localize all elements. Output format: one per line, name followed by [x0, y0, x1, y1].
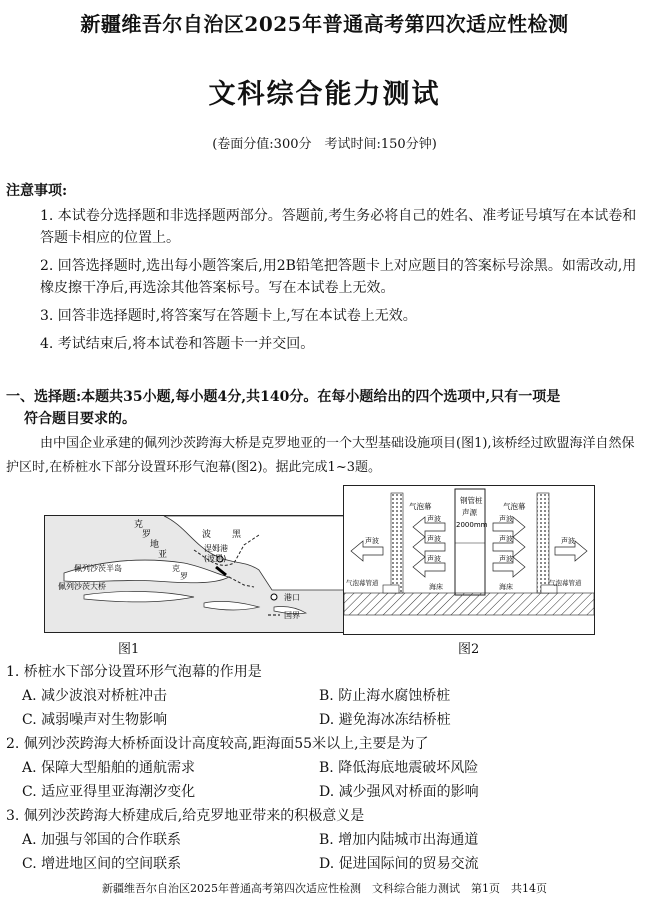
subject-title: 文科综合能力测试	[208, 79, 441, 110]
diagram-label: 气泡幕管道	[346, 579, 379, 587]
option-row	[6, 756, 642, 780]
notice-item: 2. 回答选择题时,选出每小题答案后,用2B铅笔把答题卡上对应题目的答案标号涂黑。如需改动,用橡皮擦干净后,再选涂其他答案标号。写在本试卷上无效。	[40, 258, 637, 296]
diagram-label: 2000mm	[456, 521, 488, 529]
question-intro: 由中国企业承建的佩列沙茨跨海大桥是克罗地亚的一个大型基础设施项目(图1),该桥经过欧盟海洋自然保护区时,在桥桩水下部分设置环形气泡幕(图2)。据此完成1~3题。	[6, 436, 635, 475]
question-stem: 3. 佩列沙茨跨海大桥建成后,给克罗地亚带来的积极意义是	[6, 808, 365, 824]
exam-meta: (卷面分值:300分 考试时间:150分钟)	[212, 137, 437, 152]
port-legend-icon	[271, 594, 277, 600]
option-b: B. 防止海水腐蚀桥桩	[319, 688, 451, 704]
map-label: 克	[134, 520, 144, 530]
diagram-label: 声波	[499, 515, 513, 523]
option-c: C. 增进地区间的空间联系	[22, 856, 182, 872]
option-a: A. 加强与邻国的合作联系	[22, 832, 182, 848]
map-label: 黑	[232, 530, 242, 540]
diagram-label: 气泡幕	[409, 502, 432, 511]
diagram-label: 声波	[427, 535, 441, 543]
notice-item: 4. 考试结束后,将本试卷和答题卡一并交回。	[40, 336, 315, 352]
notice-item: 1. 本试卷分选择题和非选择题两部分。答题前,考生务必将自己的姓名、准考证号填写在本试卷和答题卡相应的位置上。	[40, 208, 637, 246]
figure1-map	[44, 515, 349, 633]
question-stem: 1. 桥桩水下部分设置环形气泡幕的作用是	[6, 664, 262, 680]
map-label: 亚	[158, 550, 168, 560]
figure1-caption: 图1	[118, 642, 140, 657]
option-row	[6, 708, 642, 732]
section-heading-line: 一、选择题:本题共35小题,每小题4分,共140分。在每小题给出的四个选项中,只有一项是	[6, 389, 561, 405]
question-list	[6, 660, 642, 876]
figure2-caption: 图2	[458, 642, 480, 657]
diagram-label: 声波	[365, 537, 379, 545]
map-label: (波黑)	[204, 554, 227, 563]
diagram-label: 钢管桩	[460, 496, 483, 505]
diagram-label: 海床	[429, 583, 443, 591]
map-label: 克	[172, 564, 180, 573]
diagram-label: 气泡幕	[503, 502, 526, 511]
map-label: 波	[202, 530, 212, 540]
figure2-diagram	[343, 485, 595, 635]
map-label: 佩列沙茨大桥	[58, 582, 106, 591]
option-a: A. 保障大型船舶的通航需求	[22, 760, 196, 776]
option-row	[6, 852, 642, 876]
option-b: B. 降低海底地震破坏风险	[319, 760, 479, 776]
option-d: D. 减少强风对桥面的影响	[319, 784, 479, 800]
section-heading-line: 符合题目要求的。	[24, 411, 136, 427]
question-stem: 2. 佩列沙茨跨海大桥桥面设计高度较高,距海面55米以上,主要是为了	[6, 736, 429, 752]
legend-label: 港口	[284, 593, 300, 602]
diagram-label: 海床	[499, 583, 513, 591]
diagram-label: 声源	[462, 508, 477, 517]
option-row	[6, 780, 642, 804]
option-b: B. 增加内陆城市出海通道	[319, 832, 479, 848]
diagram-label: 声波	[427, 515, 441, 523]
section-heading	[6, 386, 642, 430]
option-c: C. 适应亚得里亚海潮汐变化	[22, 784, 196, 800]
option-d: D. 避免海冰冻结桥桩	[319, 712, 451, 728]
map-label: 佩列沙茨半岛	[74, 564, 122, 573]
notice-list	[40, 205, 640, 361]
option-a: A. 减少波浪对桥桩冲击	[22, 688, 168, 704]
map-label: 涅姆港	[204, 544, 228, 553]
option-row	[6, 684, 642, 708]
exam-title: 新疆维吾尔自治区2025年普通高考第四次适应性检测	[80, 12, 569, 36]
map-label: 地	[150, 540, 160, 550]
diagram-label: 声波	[427, 555, 441, 563]
map-label: 罗	[180, 572, 188, 581]
diagram-label: 声波	[499, 555, 513, 563]
option-d: D. 促进国际间的贸易交流	[319, 856, 479, 872]
diagram-label: 气泡幕管道	[549, 579, 582, 587]
map-label: 罗	[142, 530, 152, 540]
legend-label: 国界	[284, 611, 300, 620]
notice-title: 注意事项:	[6, 183, 68, 199]
option-row	[6, 828, 642, 852]
diagram-label: 声波	[561, 537, 575, 545]
notice-item: 3. 回答非选择题时,将答案写在答题卡上,写在本试卷上无效。	[40, 308, 417, 324]
diagram-label: 声波	[499, 535, 513, 543]
page-footer: 新疆维吾尔自治区2025年普通高考第四次适应性检测 文科综合能力测试 第1页 共14页	[102, 882, 547, 895]
option-c: C. 减弱噪声对生物影响	[22, 712, 168, 728]
